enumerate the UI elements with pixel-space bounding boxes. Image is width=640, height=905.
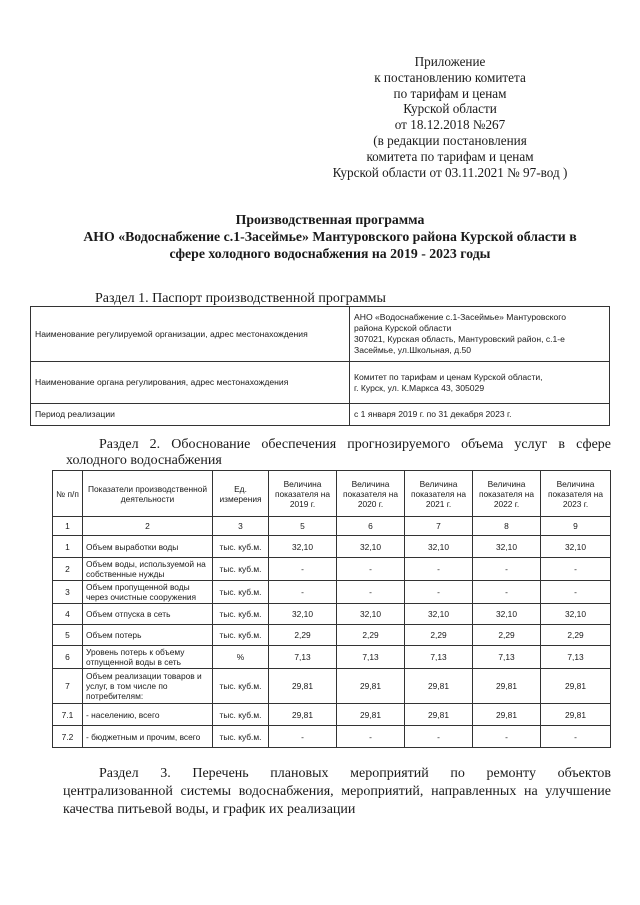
row-value: 32,10 xyxy=(405,536,473,558)
row-value: 2,29 xyxy=(405,625,473,646)
row-value: 29,81 xyxy=(337,704,405,726)
row-unit: тыс. куб.м. xyxy=(213,669,269,704)
row-value: - xyxy=(405,558,473,581)
header-2019: Величина показателя на 2019 г. xyxy=(269,471,337,517)
row-indicator: - бюджетным и прочим, всего xyxy=(83,726,213,748)
col-number: 8 xyxy=(473,517,541,536)
value-line: 307021, Курская область, Мантуровский район, с.1-е xyxy=(354,334,565,344)
value-line: района Курской области xyxy=(354,323,452,333)
row-number: 2 xyxy=(53,558,83,581)
row-value: - xyxy=(405,726,473,748)
appendix-line: Приложение xyxy=(414,54,486,69)
row-value: 7,13 xyxy=(473,646,541,669)
row-value: - xyxy=(269,558,337,581)
table-row xyxy=(53,625,611,646)
row-number: 4 xyxy=(53,604,83,625)
value-line: г. Курск, ул. К.Маркса 43, 305029 xyxy=(354,382,485,393)
row-number: 1 xyxy=(53,536,83,558)
col-number: 3 xyxy=(213,517,269,536)
row-value: 2,29 xyxy=(541,625,611,646)
row-indicator: Объем воды, используемой на собственные нужды xyxy=(83,558,213,581)
appendix-line: Курской области от 03.11.2021 № 97-вод ) xyxy=(332,164,568,180)
value-line: АНО «Водоснабжение с.1-Засеймье» Мантуровского xyxy=(354,312,566,322)
table-row xyxy=(53,604,611,625)
table-row xyxy=(31,307,610,362)
appendix-line: от 18.12.2018 №267 xyxy=(394,117,506,133)
row-unit: тыс. куб.м. xyxy=(213,625,269,646)
row-value: - xyxy=(337,558,405,581)
row-value: - xyxy=(473,558,541,581)
row-value: 29,81 xyxy=(405,704,473,726)
header-2020: Величина показателя на 2020 г. xyxy=(337,471,405,517)
appendix-line: (в редакции постановления xyxy=(373,132,527,148)
row-value: 7,13 xyxy=(541,646,611,669)
passport-value xyxy=(350,307,610,362)
col-number: 9 xyxy=(541,517,611,536)
row-value: 32,10 xyxy=(541,536,611,558)
passport-value xyxy=(350,362,610,404)
table-row xyxy=(53,581,611,604)
row-value: - xyxy=(541,581,611,604)
row-number: 7 xyxy=(53,669,83,704)
row-number: 6 xyxy=(53,646,83,669)
row-number: 7.1 xyxy=(53,704,83,726)
row-unit: тыс. куб.м. xyxy=(213,704,269,726)
row-value: 29,81 xyxy=(541,704,611,726)
row-number: 7.2 xyxy=(53,726,83,748)
row-value: 29,81 xyxy=(405,669,473,704)
table-header-row xyxy=(53,471,611,517)
appendix-block xyxy=(300,54,600,180)
row-value: 7,13 xyxy=(405,646,473,669)
heading-line: качества питьевой воды, и график их реализации xyxy=(63,802,356,817)
row-value: 32,10 xyxy=(269,536,337,558)
passport-label: Наименование органа регулирования, адрес местонахождения xyxy=(31,362,350,404)
row-indicator: Объем реализации товаров и услуг, в том числе по потребителям: xyxy=(83,669,213,704)
row-indicator: Объем потерь xyxy=(83,625,213,646)
passport-label: Наименование регулируемой организации, адрес местонахождения xyxy=(31,307,350,362)
col-number: 5 xyxy=(269,517,337,536)
row-value: 29,81 xyxy=(473,669,541,704)
row-value: 29,81 xyxy=(269,704,337,726)
row-value: 29,81 xyxy=(269,669,337,704)
row-indicator: Объем пропущенной воды через очистные сооружения xyxy=(83,581,213,604)
row-value: - xyxy=(337,581,405,604)
volume-table xyxy=(52,470,611,748)
row-indicator: Объем отпуска в сеть xyxy=(83,604,213,625)
header-2021: Величина показателя на 2021 г. xyxy=(405,471,473,517)
row-value: 2,29 xyxy=(269,625,337,646)
row-value: 2,29 xyxy=(473,625,541,646)
table-row xyxy=(53,646,611,669)
document-title xyxy=(40,211,620,262)
value-line: с 1 января 2019 г. по 31 декабря 2023 г. xyxy=(354,409,512,419)
row-value: - xyxy=(269,726,337,748)
header-num: № п/п xyxy=(53,471,83,517)
heading-line: Раздел 2. Обоснование обеспечения прогнозируемого объема услуг в сфере xyxy=(99,437,611,452)
row-value: 32,10 xyxy=(269,604,337,625)
heading-line: Раздел 3. Перечень плановых мероприятий по ремонту объектов xyxy=(99,766,611,781)
appendix-line: к постановлению комитета xyxy=(374,69,526,85)
row-value: 2,29 xyxy=(337,625,405,646)
col-number: 6 xyxy=(337,517,405,536)
row-value: - xyxy=(269,581,337,604)
row-value: 32,10 xyxy=(473,536,541,558)
table-row xyxy=(31,404,610,426)
row-value: 32,10 xyxy=(337,604,405,625)
row-number: 5 xyxy=(53,625,83,646)
col-number: 2 xyxy=(83,517,213,536)
row-value: - xyxy=(473,726,541,748)
row-value: 32,10 xyxy=(473,604,541,625)
appendix-line: по тарифам и ценам xyxy=(393,85,507,101)
heading-line: централизованной системы водоснабжения, мероприятий, направленных на улучшение xyxy=(63,784,611,799)
col-number: 1 xyxy=(53,517,83,536)
table-row xyxy=(53,704,611,726)
heading-line: холодного водоснабжения xyxy=(66,453,222,468)
table-row xyxy=(53,669,611,704)
title-line: АНО «Водоснабжение с.1-Засеймье» Мантуровского района Курской области в xyxy=(83,229,577,244)
row-value: - xyxy=(405,581,473,604)
header-2023: Величина показателя на 2023 г. xyxy=(541,471,611,517)
section1-heading: Раздел 1. Паспорт производственной программы xyxy=(95,291,386,306)
passport-value xyxy=(350,404,610,426)
row-value: - xyxy=(541,726,611,748)
row-value: 7,13 xyxy=(269,646,337,669)
section3-heading xyxy=(63,765,611,819)
table-row xyxy=(31,362,610,404)
section2-heading xyxy=(66,437,611,469)
row-value: 32,10 xyxy=(541,604,611,625)
row-value: 7,13 xyxy=(337,646,405,669)
row-indicator: - населению, всего xyxy=(83,704,213,726)
row-unit: тыс. куб.м. xyxy=(213,604,269,625)
row-indicator: Уровень потерь к объему отпущенной воды в сеть xyxy=(83,646,213,669)
value-line: Комитет по тарифам и ценам Курской области, xyxy=(354,371,543,382)
table-row xyxy=(53,536,611,558)
column-number-row xyxy=(53,517,611,536)
row-number: 3 xyxy=(53,581,83,604)
header-2022: Величина показателя на 2022 г. xyxy=(473,471,541,517)
row-indicator: Объем выработки воды xyxy=(83,536,213,558)
header-name: Показатели производственной деятельности xyxy=(83,471,213,517)
row-unit: тыс. куб.м. xyxy=(213,558,269,581)
appendix-line: комитета по тарифам и ценам xyxy=(366,148,534,164)
row-value: 32,10 xyxy=(405,604,473,625)
row-unit: % xyxy=(213,646,269,669)
title-line: Производственная программа xyxy=(235,212,425,227)
row-value: 29,81 xyxy=(541,669,611,704)
row-value: 32,10 xyxy=(337,536,405,558)
table-row xyxy=(53,726,611,748)
row-value: - xyxy=(337,726,405,748)
row-unit: тыс. куб.м. xyxy=(213,536,269,558)
row-value: 29,81 xyxy=(337,669,405,704)
passport-label: Период реализации xyxy=(31,404,350,426)
row-value: - xyxy=(473,581,541,604)
col-number: 7 xyxy=(405,517,473,536)
table-row xyxy=(53,558,611,581)
appendix-line: Курской области xyxy=(403,101,497,117)
header-unit: Ед. измерения xyxy=(213,471,269,517)
title-line: сфере холодного водоснабжения на 2019 - 2023 годы xyxy=(169,246,491,261)
row-value: 29,81 xyxy=(473,704,541,726)
row-value: - xyxy=(541,558,611,581)
value-line: Засеймье, ул.Школьная, д.50 xyxy=(354,345,472,355)
row-unit: тыс. куб.м. xyxy=(213,726,269,748)
passport-table xyxy=(30,306,610,426)
row-unit: тыс. куб.м. xyxy=(213,581,269,604)
